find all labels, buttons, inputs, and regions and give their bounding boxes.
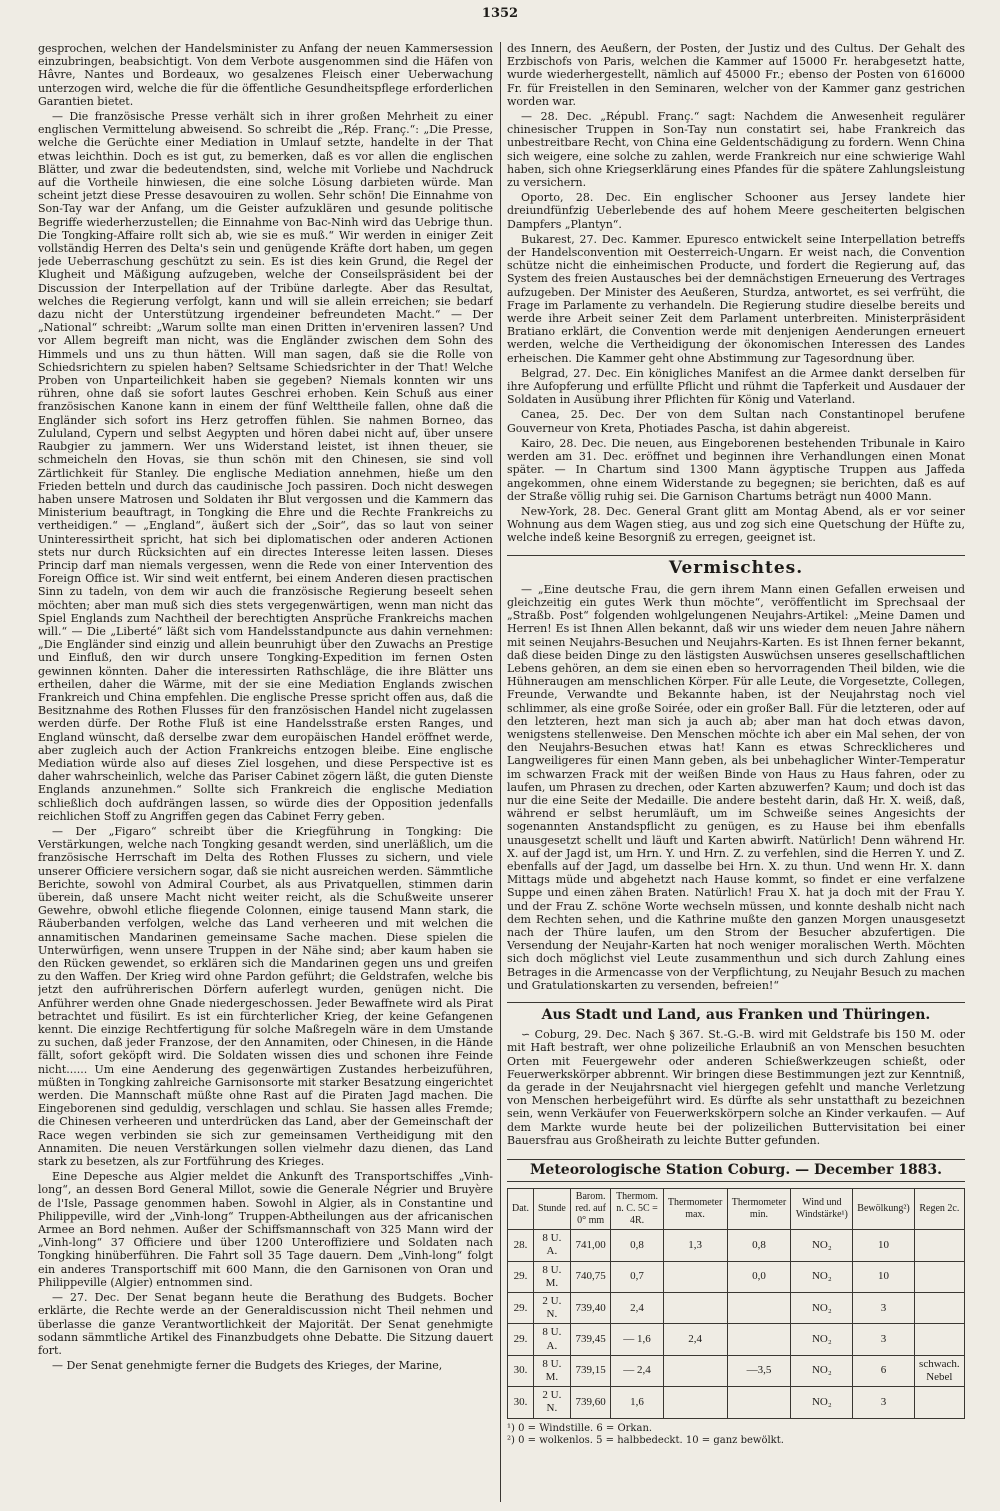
table-cell (663, 1355, 727, 1386)
table-cell: 0,7 (611, 1261, 663, 1292)
footnote: ¹) 0 = Windstille. 6 = Orkan. (507, 1422, 653, 1434)
footnote: ²) 0 = wolkenlos. 5 = halbbedeckt. 10 = ganz bewölkt. (507, 1434, 784, 1446)
table-cell: schwach. Nebel (914, 1355, 964, 1386)
table-cell (914, 1324, 964, 1355)
table-cell: 28. (508, 1230, 534, 1261)
header-cell: Dat. (508, 1189, 534, 1230)
page-number: 1352 (481, 6, 519, 21)
table-cell (727, 1387, 791, 1418)
paragraph: Kairo, 28. Dec. Die neuen, aus Eingeborenen bestehenden Tribunale in Kairo werden am 31. Dec. eröffnet und beginnen ihre Verhandlungen einen Monat später. — In Chartum sind 1300 Mann ägyptische Truppen aus Jaffeda angekommen, ohne einem Widerstande zu begegnen; sie berichten, daß es auf der Straße völlig ruhig sei. Die Garnison Chartums beträgt nun 4000 Mann. (507, 436, 965, 503)
paragraph: — Der „Figaro“ schreibt über die Kriegführung in Tongking: Die Verstärkungen, welche nach Tongking gesandt werden, sind unerläßlich, um die französische Herrschaft im Delta des Rothen Flusses zu sichern, und viele unserer Officiere versichern sogar, daß sie nicht ausreichen werden. Sämmtliche Berichte, sowohl von Admiral Courbet, als aus Privatquellen, stimmen darin überein, daß unsere Macht nicht weiter reicht, als die Schußweite unserer Gewehre, obwohl etliche fliegende Colonnen, einige tausend Mann stark, die Räuberbanden verfolgen, welche das Land verheeren und mit welchen die annamitischen Mandarinen gemeinsame Sache machen. Diese spielen die Unterwürfigen, wenn unsere Truppen in der Nähe sind; aber kaum haben sie den Rücken gewendet, so erklären sich die Mandarinen gegen uns und greifen zu den Waffen. Der Krieg wird ohne Pardon geführt; die Geldstrafen, welche bis jetzt den aufrührerischen Dörfern auferlegt wurden, genügen nicht. Die Anführer werden ohne Gnade niedergeschossen. Jeder Bewaffnete wird als Pirat betrachtet und füsilirt. Es ist ein fürchterlicher Krieg, der keine Gefangenen kennt. Die einzige Rechtfertigung für solche Maßregeln wäre in dem Umstande zu suchen, daß jeder Franzose, der den Annamiten, oder Chinesen, in die Hände fällt, sofort geköpft wird. Die Soldaten wissen dies und schonen ihre Feinde nicht...... Um eine Aenderung des gegenwärtigen Zustandes herbeizuführen, müßten in Tongking zahlreiche Garnisonsorte mit starker Besatzung eingerichtet werden. Die Mannschaft müßte ohne Rast auf die Piraten Jagd machen. Die Eingeborenen sind geduldig, verschlagen und schlau. Sie hassen alles Fremde; die Chinesen verheeren und unterdrücken das Land, aber der Gemeinschaft der Race wegen verbinden sie sich zur gemeinsamen Vertheidigung mit den Annamiten. Die neuen Verstärkungen sollen vielmehr dazu dienen, das Land stark zu besetzen, als zur Fortführung des Krieges. (38, 824, 493, 1169)
paragraph: — Der Senat genehmigte ferner die Budgets des Krieges, der Marine, (52, 1359, 443, 1373)
table-cell: NO₂ (791, 1261, 853, 1292)
table-cell: 3 (853, 1324, 914, 1355)
header-cell: Wind und Windstärke¹) (791, 1189, 853, 1230)
table-cell: 0,8 (727, 1230, 791, 1261)
table-cell: 8 U. M. (533, 1355, 570, 1386)
table-cell: 739,45 (570, 1324, 611, 1355)
table-row (508, 1387, 965, 1418)
paragraph: gesprochen, welchen der Handelsminister zu Anfang der neuen Kammersession einzubringen, beabsichtigt. Von dem Verbote ausgenommen sind die Häfen von Hâvre, Nantes und Bordeaux, wo gesalzenes Fleisch einer Ueberwachung unterzogen wird, welche die für die öffentliche Gesundheitspflege erforderlichen Garantien bietet. (38, 42, 493, 108)
table-cell (663, 1387, 727, 1418)
section-title: Vermischtes. (507, 555, 965, 575)
table-cell: —3,5 (727, 1355, 791, 1386)
table-cell: 30. (508, 1387, 534, 1418)
header-cell: Thermom. n. C. 5C = 4R. (611, 1189, 663, 1230)
table-cell: 8 U. A. (533, 1230, 570, 1261)
table-cell: NO₂ (791, 1293, 853, 1324)
weather-table (507, 1188, 965, 1418)
table-cell: 3 (853, 1387, 914, 1418)
left-column (38, 42, 493, 1502)
table-cell (663, 1261, 727, 1292)
paragraph: — 27. Dec. Der Senat begann heute die Berathung des Budgets. Bocher erklärte, die Rechte werde an der Generaldiscussion nicht Theil nehmen und überlasse die ganze Verantwortlichkeit der Majorität. Der Senat genehmigte sodann sämmtliche Artikel des Finanzbudgets ohne Debatte. Die Sitzung dauert fort. (38, 1291, 493, 1357)
subsection-title: Aus Stadt und Land, aus Franken und Thüringen. (507, 1002, 965, 1022)
paragraph: — „Eine deutsche Frau, die gern ihrem Mann einen Gefallen erweisen und gleichzeitig ein gutes Werk thun möchte“, veröffentlicht im Sprechsaal der „Straßb. Post“ folgenden wohlgelungenen Neujahrs-Artikel: „Meine Damen und Herren! Es ist Ihnen Allen bekannt, daß wir uns wieder dem neuen Jahre nähern mit seinen Neujahrs-Besuchen und Neujahrs-Karten. Es ist Ihnen ferner bekannt, daß diese beiden Dinge zu den lästigsten Auswüchsen unseres gesellschaftlichen Lebens gehören, an dem sie einen eben so hervorragenden Theil bilden, wie die Hühneraugen am menschlichen Körper. Für alle Leute, die Vorgesetzte, Collegen, Freunde, Verwandte und Bekannte haben, ist der Neujahrstag noch viel schlimmer, als eine große Soirée, oder ein großer Ball. Für die letzteren, oder auf den letzteren, hezt man sich ja auch ab; aber man hat doch etwas davon, wenigstens stellenweise. Den Menschen möchte ich aber ein Mal sehen, der von den Neujahrs-Besuchen etwas hat! Kann es etwas Schrecklicheres und Langweiligeres für einen Mann geben, als bei unbehaglicher Winter-Temperatur im schwarzen Frack mit der weißen Binde von Haus zu Haus fahren, oder zu laufen, um Phrasen zu drechen, oder Karten abzuwerfen? Kaum; und doch ist das nur die eine Seite der Medaille. Die andere besteht darin, daß Hr. X. weiß, daß, während er selbst herumläuft, um im Schweiße seines Angesichts der sogenannten Anstandspflicht zu genügen, es zu Hause bei ihm ebenfalls unausgesetzt schellt und läuft und Karten abwirft. Natürlich! Denn während Hr. X. auf der Jagd ist, um Hrn. Y. und Hrn. Z. zu verfehlen, sind die Herren Y. und Z. ebenfalls auf der Jagd, um dasselbe bei Hrn. X. zu thun. Und wenn Hr. X. dann Mittags müde und abgehetzt nach Hause kommt, so findet er eine verfalzene Suppe und einen zähen Braten. Natürlich! Frau X. hat ja doch mit der Frau Y. und der Frau Z. schöne Worte wechseln müssen, und konnte deshalb nicht nach dem Rechten sehen, und die Kathrine mußte den ganzen Morgen unausgesetzt nach der Thüre laufen, um den Strom der Besucher abzufertigen. Die Versendung der Neujahr-Karten hat noch weniger moralischen Werth. Möchten sich doch möglichst viel Leute zusammenthun und sich durch Zahlung eines Betrages in die Armencasse von der Verpflichtung, zu Neujahr Besuch zu machen und Gratulationskarten zu versenden, befreien!“ (507, 582, 965, 992)
table-cell (663, 1293, 727, 1324)
table-row (508, 1230, 965, 1261)
table-cell: 741,00 (570, 1230, 611, 1261)
table-cell: NO₂ (791, 1355, 853, 1386)
table-cell: 10 (853, 1261, 914, 1292)
table-cell: 29. (508, 1261, 534, 1292)
table-cell: NO₂ (791, 1387, 853, 1418)
table-row (508, 1324, 965, 1355)
table-row (508, 1261, 965, 1292)
paragraph: — Die französische Presse verhält sich in ihrer großen Mehrheit zu einer englischen Vermittelung abweisend. So schreibt die „Rép. Franç.“: „Die Presse, welche die Gerüchte einer Mediation in Umlauf setzte, handelte in der That etwas leichthin. Doch es ist gut, zu bemerken, daß es vor allen die englischen Blätter, und zwar die bedeutendsten, sind, welche mit Vorliebe und Nachdruck auf die Vortheile hinwiesen, die eine solche Lösung darbieten würde. Man scheint jetzt diese Presse desavouiren zu wollen. Sehr schön! Die Einnahme von Son-Tay war der Anfang, um die Geister aufzuklären und gesunde politische Begriffe wiederherzustellen; die Einnahme von Bac-Ninh wird das Uebrige thun. Die Tongking-Affaire rollt sich ab, wie sie es muß.“ Wir werden in einiger Zeit vollständig Herren des Delta's sein und genügende Kräfte dort haben, um gegen jede Ueberraschung geschützt zu sein. Es ist dies kein Grund, die Regel der Klugheit und Mäßigung aufzugeben, welche der Conseilspräsident bei der Discussion der Interpellation auf der Tribüne darlegte. Aber das Resultat, welches die Regierung verfolgt, kann und will sie allein erreichen; sie bedarf dazu nicht der Unterstützung irgendeiner befreundeten Macht.“ — Der „National“ schreibt: „Warum sollte man einen Dritten in'erveniren lassen? Und vor Allem begreift man nicht, was die Engländer zwischen dem Sohn des Himmels und uns zu thun hätten. Will man sagen, daß sie die Rolle von Schiedsrichtern zu spielen haben? Seltsame Schiedsrichter in der That! Welche Proben von Unparteilichkeit haben sie gegeben? Niemals konnten wir uns rühren, ohne daß sie sofort lautes Geschrei erhoben. Kein Schuß aus einer französischen Kanone kann in einem der fünf Welttheile fallen, ohne daß die Engländer sich sofort ins Herz getroffen fühlen. Sie nahmen Borneo, das Zululand, Cypern und selbst Aegypten und hören dabei nicht auf, über unsere Raubgier zu jammern. Wer uns Widerstand leistet, ist ihnen theuer, sie schmeicheln den Hovas, sie thun schön mit den Chinesen, sie sind voll Zärtlichkeit für Stanley. Die englische Mediation annehmen, hieße um den Frieden betteln und durch das caudinische Joch passiren. Doch nicht deswegen haben unsere Matrosen und Soldaten ihr Blut vergossen und die Kammern das Ministerium beauftragt, in Tongking die Ehre und die Rechte Frankreichs zu vertheidigen.“ — „England“, äußert sich der „Soir“, das so laut von seiner Uninteressirtheit spricht, hat sich bei diplomatischen oder anderen Actionen stets nur durch Rücksichten auf ein directes Interesse leiten lassen. Dieses Princip darf man niemals vergessen, wenn die Rede von einer Intervention des Foreign Office ist. Wir sind weit entfernt, bei einem Anderen diesen practischen Sinn zu tadeln, von dem wir auch die französische Regierung beseelt sehen möchten; aber man muß sich dies stets vergegenwärtigen, wenn man nicht das Spiel Englands zum Nachtheil der berechtigten Ansprüche Frankreichs machen will.“ — Die „Liberté“ läßt sich vom Handelsstandpuncte aus dahin vernehmen: „Die Engländer sind einzig und allein beunruhigt über den Zuwachs an Prestige und Einfluß, den wir durch unsere Tongking-Expedition im fernen Osten gewinnen könnten. Daher die interessirten Rathschläge, die ihre Blätter uns ertheilen, daher die Wärme, mit der sie eine Mediation Englands zwischen Frankreich und China empfehlen. Die englische Presse spricht offen aus, daß die Besitznahme des Rothen Flusses für den französischen Handel nicht zugelassen werden dürfe. Der Rothe Fluß ist eine Handelsstraße ersten Ranges, und England wünscht, daß derselbe zwar dem europäischen Handel eröffnet werde, aber zugleich auch der Action Frankreichs entzogen bleibe. Eine englische Mediation würde also auf dieses Ziel losgehen, und diese Perspective ist es daher wahrscheinlich, welche das Pariser Cabinet zögern läßt, die guten Dienste Englands anzunehmen.“ Sollte sich Frankreich die englische Mediation schließlich doch aufdrängen lassen, so würde dies der Opposition jedenfalls reichlichen Stoff zu Angriffen gegen das Cabinet Ferry geben. (38, 110, 493, 823)
paragraph: Canea, 25. Dec. Der von dem Sultan nach Constantinopel berufene Gouverneur von Kreta, Photiades Pascha, ist dahin abgereist. (507, 408, 965, 435)
paragraph: Bukarest, 27. Dec. Kammer. Epuresco entwickelt seine Interpellation betreffs der Handelsconvention mit Oesterreich-Ungarn. Er weist nach, die Convention schütze nicht die einheimischen Producte, und fordert die Regierung auf, das System des freien Austausches bei der demnächstigen Erneuerung des Vertrages aufzugeben. Der Minister des Aeußeren, Sturdza, antwortet, es sei verfrüht, die Frage im Parlamente zu verhandeln. Die Regierung studire dieselbe bereits und werde ihre Arbeit seiner Zeit dem Parlament unterbreiten. Ministerpräsident Bratiano erklärt, die Convention werde mit denjenigen Aenderungen erneuert werden, welche die Vertheidigung der ökonomischen Interessen des Landes erheischen. Die Kammer geht ohne Abstimmung zur Tagesordnung über. (507, 232, 965, 365)
table-row (508, 1355, 965, 1386)
table-cell: 10 (853, 1230, 914, 1261)
table-cell: 740,75 (570, 1261, 611, 1292)
table-cell: — 1,6 (611, 1324, 663, 1355)
table-cell (727, 1324, 791, 1355)
header-cell: Regen 2c. (914, 1189, 964, 1230)
table-cell: NO₂ (791, 1230, 853, 1261)
table-row (508, 1293, 965, 1324)
header-cell: Stunde (533, 1189, 570, 1230)
table-cell (914, 1230, 964, 1261)
right-column (507, 42, 965, 1502)
header-cell: Bewölkung²) (853, 1189, 914, 1230)
paragraph: Eine Depesche aus Algier meldet die Ankunft des Transportschiffes „Vinh-long“, an dessen Bord General Millot, sowie die Generale Négrier und Bruyère de l'Isle, Passage genommen haben. Sowohl in Algier, als in Constantine und Philippeville, wird der „Vinh-long“ Truppen-Abtheilungen aus der africanischen Armee an Bord nehmen. Außer der Schiffsmannschaft von 325 Mann wird der „Vinh-long“ 37 Officiere und über 1200 Unteroffiziere und Soldaten nach Tongking hinüberführen. Die Fahrt soll 35 Tage dauern. Dem „Vinh-long“ folgt ein anderes Transportschiff mit 600 Mann, die den Garnisonen von Oran und Philippeville (Algier) entnommen sind. (38, 1170, 493, 1289)
header-cell: Thermometer max. (663, 1189, 727, 1230)
header-cell: Barom. red. auf 0° mm (570, 1189, 611, 1230)
column-divider (500, 42, 501, 1502)
table-cell: 739,15 (570, 1355, 611, 1386)
table-cell: — 2,4 (611, 1355, 663, 1386)
table-cell: 739,40 (570, 1293, 611, 1324)
table-cell (914, 1293, 964, 1324)
table-cell (727, 1293, 791, 1324)
paragraph: Belgrad, 27. Dec. Ein königliches Manifest an die Armee dankt derselben für ihre Aufopferung und erfüllte Pflicht und rühmt die Tapferkeit und Ausdauer der Soldaten in Ausübung ihrer Pflichten für König und Vaterland. (507, 366, 965, 407)
paragraph: New-York, 28. Dec. General Grant glitt am Montag Abend, als er vor seiner Wohnung aus dem Wagen stieg, aus und zog sich eine Quetschung der Hüfte zu, welche indeß keine Besorgniß zu erregen, geeignet ist. (507, 504, 965, 545)
table-cell: 0,8 (611, 1230, 663, 1261)
table-cell: 0,0 (727, 1261, 791, 1292)
table-cell (914, 1261, 964, 1292)
table-cell: 8 U. A. (533, 1324, 570, 1355)
table-cell: 29. (508, 1293, 534, 1324)
paragraph: — 28. Dec. „Républ. Franç.“ sagt: Nachdem die Anwesenheit regulärer chinesischer Truppen in Son-Tay nun constatirt sei, habe Frankreich das unbestreitbare Recht, von China eine Geldentschädigung zu fordern. Wenn China sich weigere, eine solche zu zahlen, werde Frankreich nur eine schwierige Wahl haben, sich ohne Kriegserklärung eines Pfandes für die spätere Zahlungsleistung zu versichern. (507, 110, 965, 190)
table-cell: 2,4 (663, 1324, 727, 1355)
weather-report-title: Meteorologische Station Coburg. — December 1883. (507, 1159, 965, 1182)
paragraph: Oporto, 28. Dec. Ein englischer Schooner aus Jersey landete hier dreiundfünfzig Ueberlebende des auf hohem Meere gescheiterten belgischen Dampfers „Plantyn“. (507, 191, 965, 231)
table-cell: NO₂ (791, 1324, 853, 1355)
table-cell: 2,4 (611, 1293, 663, 1324)
paragraph: ∽ Coburg, 29. Dec. Nach § 367. St.-G.-B. wird mit Geldstrafe bis 150 M. oder mit Haft bestraft, wer ohne polizeiliche Erlaubniß an von Menschen besuchten Orten mit Feuergewehr oder anderen Schießwerkzeugen schießt, oder Feuerwerkskörper abbrennt. Wir bringen diese Bestimmungen jezt zur Kenntniß, da gerade in der Neujahrsnacht viel hiergegen gefehlt und manche Verletzung von Menschen herbeigeführt wird. Es dürfte als sehr unstatthaft zu bezeichnen sein, wenn Verkäufer von Feuerwerkskörpern solche an Kinder verkaufen. — Auf dem Markte wurde heute bei der polizeilichen Buttervisitation bei einer Bauersfrau aus Großheirath zu leichte Butter gefunden. (507, 1028, 965, 1147)
table-cell: 2 U. N. (533, 1293, 570, 1324)
table-cell: 1,6 (611, 1387, 663, 1418)
table-cell: 8 U. M. (533, 1261, 570, 1292)
paragraph: des Innern, des Aeußern, der Posten, der Justiz und des Cultus. Der Gehalt des Erzbischofs von Paris, welchen die Kammer auf 15000 Fr. herabgesetzt hatte, wurde wiederhergestellt, nämlich auf 45000 Fr.; ebenso der Posten von 616000 Fr. für Freistellen in den Seminaren, welcher von der Kammer ganz gestrichen worden war. (507, 42, 965, 108)
table-cell: 30. (508, 1355, 534, 1386)
header-cell: Thermometer min. (727, 1189, 791, 1230)
table-cell: 739,60 (570, 1387, 611, 1418)
table-cell: 29. (508, 1324, 534, 1355)
table-cell: 2 U. N. (533, 1387, 570, 1418)
table-cell: 6 (853, 1355, 914, 1386)
table-cell (914, 1387, 964, 1418)
weather-table-header (508, 1189, 965, 1230)
table-cell: 3 (853, 1293, 914, 1324)
table-cell: 1,3 (663, 1230, 727, 1261)
weather-footnotes (507, 1423, 965, 1447)
